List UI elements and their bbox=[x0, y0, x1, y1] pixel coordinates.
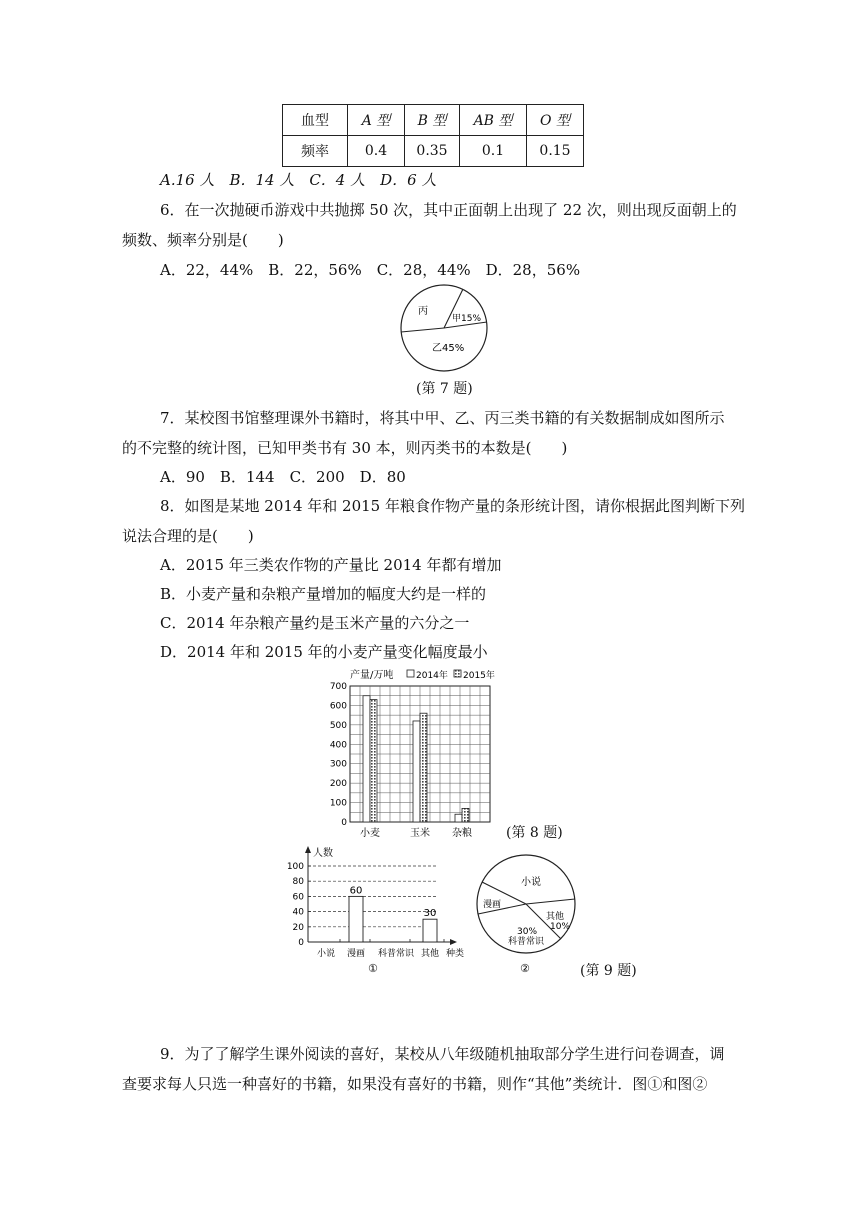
pie-label-bing: 丙 bbox=[418, 306, 428, 317]
q9-bar-chart bbox=[282, 844, 472, 980]
bar-2014年 bbox=[455, 814, 462, 822]
q7-line-2: 的不完整的统计图，已知甲类书有 30 本，则丙类书的本数是( ) bbox=[122, 439, 568, 457]
table-row bbox=[283, 105, 584, 136]
bar-其他 bbox=[423, 919, 437, 942]
y-tick-label: 60 bbox=[292, 892, 304, 903]
y-tick-label: 600 bbox=[329, 701, 347, 712]
y-tick-label: 200 bbox=[329, 779, 347, 790]
table-header-cell: 血型 bbox=[283, 105, 348, 136]
y-axis-label: 产量/万吨 bbox=[350, 670, 394, 681]
q8-bar-chart bbox=[320, 664, 520, 844]
bar-2014年 bbox=[413, 721, 420, 822]
x-tick-label: 小说 bbox=[316, 949, 336, 959]
q8-option-d: D．2014 年和 2015 年的小麦产量变化幅度最小 bbox=[160, 643, 488, 661]
x-tick-label: 漫画 bbox=[346, 949, 366, 959]
q9-line-1: 9．为了了解学生课外阅读的喜好，某校从八年级随机抽取部分学生进行问卷调查，调 bbox=[160, 1045, 725, 1063]
table-header-cell: O 型 bbox=[527, 105, 584, 136]
x-tick-label: 玉米 bbox=[410, 828, 430, 839]
q7-line-1: 7．某校图书馆整理课外书籍时，将其中甲、乙、丙三类书籍的有关数据制成如图所示 bbox=[160, 409, 725, 427]
y-axis-arrow bbox=[305, 846, 311, 853]
x-tick-label: 其他 bbox=[420, 949, 440, 959]
y-tick-label: 700 bbox=[329, 682, 347, 692]
q7-caption: (第 7 题) bbox=[416, 381, 473, 397]
y-tick-label: 300 bbox=[329, 759, 347, 770]
bar-漫画 bbox=[349, 896, 363, 942]
table-header-cell: B 型 bbox=[405, 105, 460, 136]
figure-label-2: ② bbox=[520, 962, 530, 975]
q9-pie-chart bbox=[474, 852, 580, 978]
q6-options: A．22，44% B．22，56% C．28，44% D．28，56% bbox=[160, 261, 581, 279]
table-row-label: 频率 bbox=[283, 136, 348, 167]
q6-line-2: 频数、频率分别是( ) bbox=[122, 231, 284, 249]
legend-2015: 2015年 bbox=[463, 671, 495, 681]
x-tick-label: 小麦 bbox=[360, 828, 380, 839]
data-label: 60 bbox=[349, 885, 363, 897]
legend-swatch-2015 bbox=[454, 670, 461, 677]
pie-label-other-pct: 10% bbox=[550, 922, 571, 932]
table-row bbox=[283, 136, 584, 167]
q6-line-1: 6．在一次抛硬币游戏中共抛掷 50 次，其中正面朝上出现了 22 次，则出现反面朝上的 bbox=[160, 201, 737, 219]
table-header-cell: AB 型 bbox=[460, 105, 527, 136]
q5-options: A.16 人 B．14 人 C．4 人 D．6 人 bbox=[160, 171, 437, 189]
q7-options: A．90 B．144 C．200 D．80 bbox=[160, 468, 406, 486]
y-tick-label: 500 bbox=[329, 720, 347, 731]
q8-option-a: A．2015 年三类农作物的产量比 2014 年都有增加 bbox=[160, 556, 502, 574]
x-axis-label: 种类 bbox=[446, 949, 465, 959]
legend-swatch-2014 bbox=[407, 670, 414, 677]
bar-2015年 bbox=[462, 808, 469, 822]
q9-caption: (第 9 题) bbox=[580, 963, 637, 979]
q8-option-c: C．2014 年杂粮产量约是玉米产量的六分之一 bbox=[160, 614, 470, 632]
y-tick-label: 100 bbox=[329, 798, 347, 809]
x-tick-labels bbox=[360, 826, 472, 839]
y-tick-label: 20 bbox=[292, 922, 304, 933]
pie-label-jia: 甲15% bbox=[452, 314, 482, 324]
pie-label-other: 其他 bbox=[546, 912, 565, 922]
bars bbox=[349, 885, 437, 942]
bar-2015年 bbox=[370, 700, 377, 822]
y-tick-labels bbox=[287, 862, 311, 948]
table-header-cell: A 型 bbox=[348, 105, 405, 136]
q8-caption: (第 8 题) bbox=[506, 825, 563, 841]
dashed-gridlines bbox=[308, 866, 438, 927]
y-tick-label: 0 bbox=[298, 938, 304, 948]
y-tick-label: 0 bbox=[341, 818, 347, 828]
pie-label-science-pct: 30% bbox=[517, 927, 538, 937]
pie-divider bbox=[401, 328, 444, 332]
y-tick-labels bbox=[330, 682, 347, 828]
bar-2015年 bbox=[420, 713, 427, 822]
y-tick-label: 40 bbox=[292, 907, 304, 918]
x-tick-label: 杂粮 bbox=[452, 828, 472, 839]
bars bbox=[363, 696, 469, 822]
q9-line-2: 查要求每人只选一种喜好的书籍，如果没有喜好的书籍，则作“其他”类统计．图①和图② bbox=[122, 1075, 708, 1093]
q8-line-1: 8．如图是某地 2014 年和 2015 年粮食作物产量的条形统计图，请你根据此图判断下列 bbox=[160, 497, 745, 515]
table-cell: 0.15 bbox=[527, 136, 584, 167]
q7-pie-chart bbox=[396, 284, 492, 372]
pie-label-yi: 乙45% bbox=[432, 343, 465, 354]
q8-option-b: B．小麦产量和杂粮产量增加的幅度大约是一样的 bbox=[160, 585, 487, 603]
table-cell: 0.35 bbox=[405, 136, 460, 167]
pie-divider bbox=[526, 899, 575, 904]
q8-line-2: 说法合理的是( ) bbox=[122, 527, 254, 545]
table-cell: 0.4 bbox=[348, 136, 405, 167]
pie-label-novel: 小说 bbox=[521, 877, 541, 888]
pie-label-science: 科普常识 bbox=[508, 937, 545, 947]
y-tick-label: 400 bbox=[329, 740, 347, 751]
y-tick-label: 100 bbox=[286, 862, 304, 872]
pie-label-comic: 漫画 bbox=[483, 900, 502, 910]
x-axis-arrow bbox=[450, 939, 457, 945]
figure-label-1: ① bbox=[368, 962, 378, 975]
bar-2014年 bbox=[363, 696, 370, 822]
table-cell: 0.1 bbox=[460, 136, 527, 167]
legend-2014: 2014年 bbox=[416, 671, 448, 681]
y-axis-label: 人数 bbox=[313, 848, 333, 859]
data-label: 30 bbox=[423, 908, 437, 920]
y-tick-label: 80 bbox=[292, 877, 304, 888]
x-tick-label: 科普常识 bbox=[377, 949, 415, 959]
blood-type-table bbox=[282, 104, 584, 167]
